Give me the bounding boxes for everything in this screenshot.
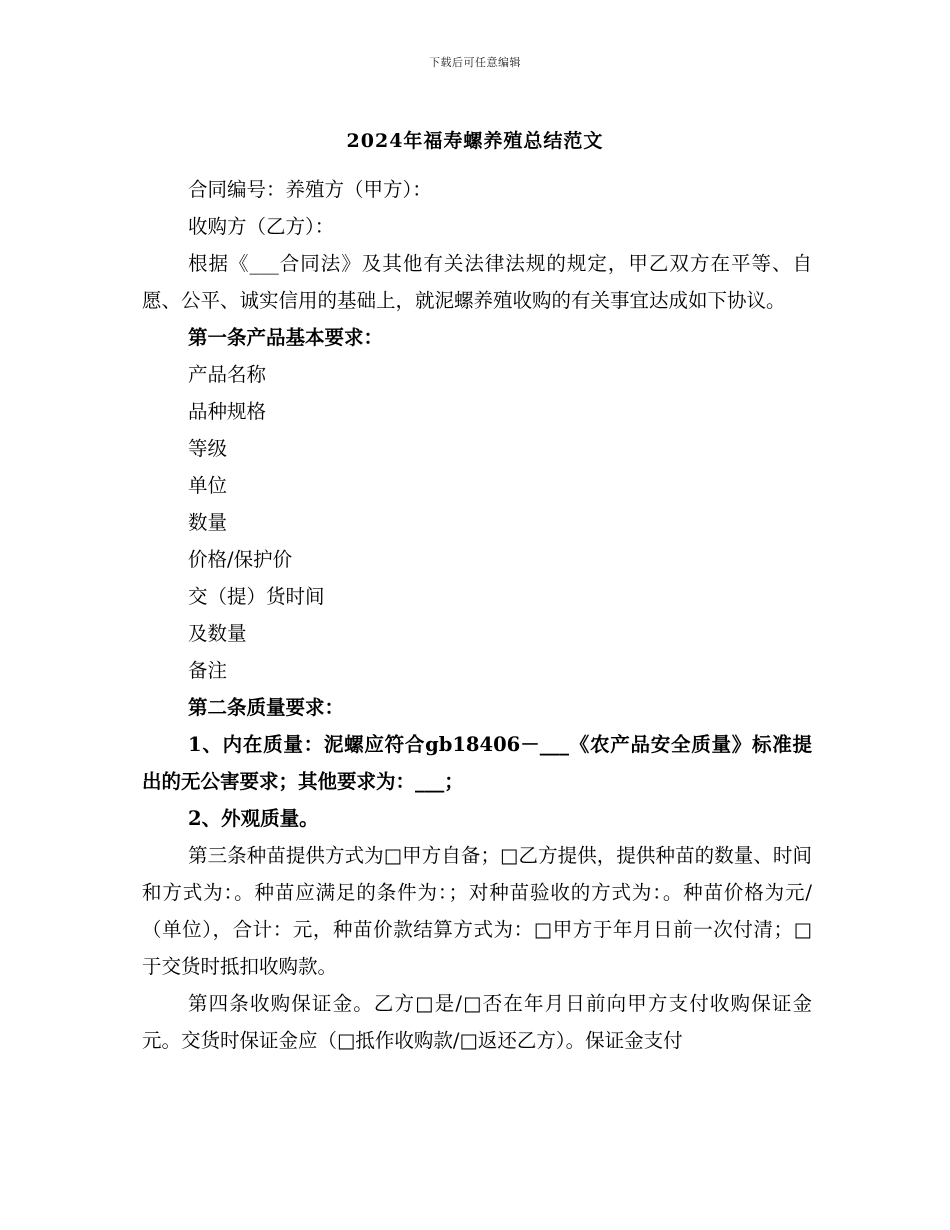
article-1-heading: 第一条产品基本要求： — [188, 326, 384, 349]
page-header-note: 下载后可任意编辑 — [429, 56, 521, 69]
contract-number-line: 合同编号：养殖方（甲方）： — [188, 178, 432, 201]
intrinsic-quality-paragraph: 1、内在质量：泥螺应符合gb18406－___《农产品安全质量》标准提出的无公害要求；其他要求为：___； — [142, 733, 812, 793]
grade-line: 等级 — [188, 437, 228, 460]
article-4-paragraph: 第四条收购保证金。乙方□是/□否在年月日前向甲方支付收购保证金元。交货时保证金应（□抵作收购款/□返还乙方）。保证金支付 — [142, 992, 812, 1052]
product-name-line: 产品名称 — [188, 363, 267, 386]
article-3-paragraph: 第三条种苗提供方式为□甲方自备；□乙方提供，提供种苗的数量、时间和方式为：。种苗应满足的条件为：；对种苗验收的方式为：。种苗价格为元/（单位），合计：元，种苗价款结算方式为：□甲方于年月日前一次付清；□于交货时抵扣收购款。 — [142, 844, 812, 978]
document-body — [142, 171, 812, 1059]
variety-spec-line: 品种规格 — [188, 400, 267, 423]
buyer-line: 收购方（乙方）： — [188, 215, 335, 238]
remarks-line: 备注 — [188, 659, 228, 682]
price-line: 价格/保护价 — [188, 548, 293, 571]
unit-line: 单位 — [188, 474, 228, 497]
quantity-line: 数量 — [188, 511, 228, 534]
article-2-heading: 第二条质量要求： — [188, 696, 345, 719]
appearance-quality-line: 2、外观质量。 — [188, 807, 319, 830]
document-title: 2024年福寿螺养殖总结范文 — [346, 130, 604, 152]
delivery-time-line: 交（提）货时间 — [188, 585, 325, 608]
preamble-paragraph: 根据《___合同法》及其他有关法律法规的规定，甲乙双方在平等、自愿、公平、诚实信用的基础上，就泥螺养殖收购的有关事宜达成如下协议。 — [142, 252, 812, 312]
delivery-quantity-line: 及数量 — [188, 622, 247, 645]
